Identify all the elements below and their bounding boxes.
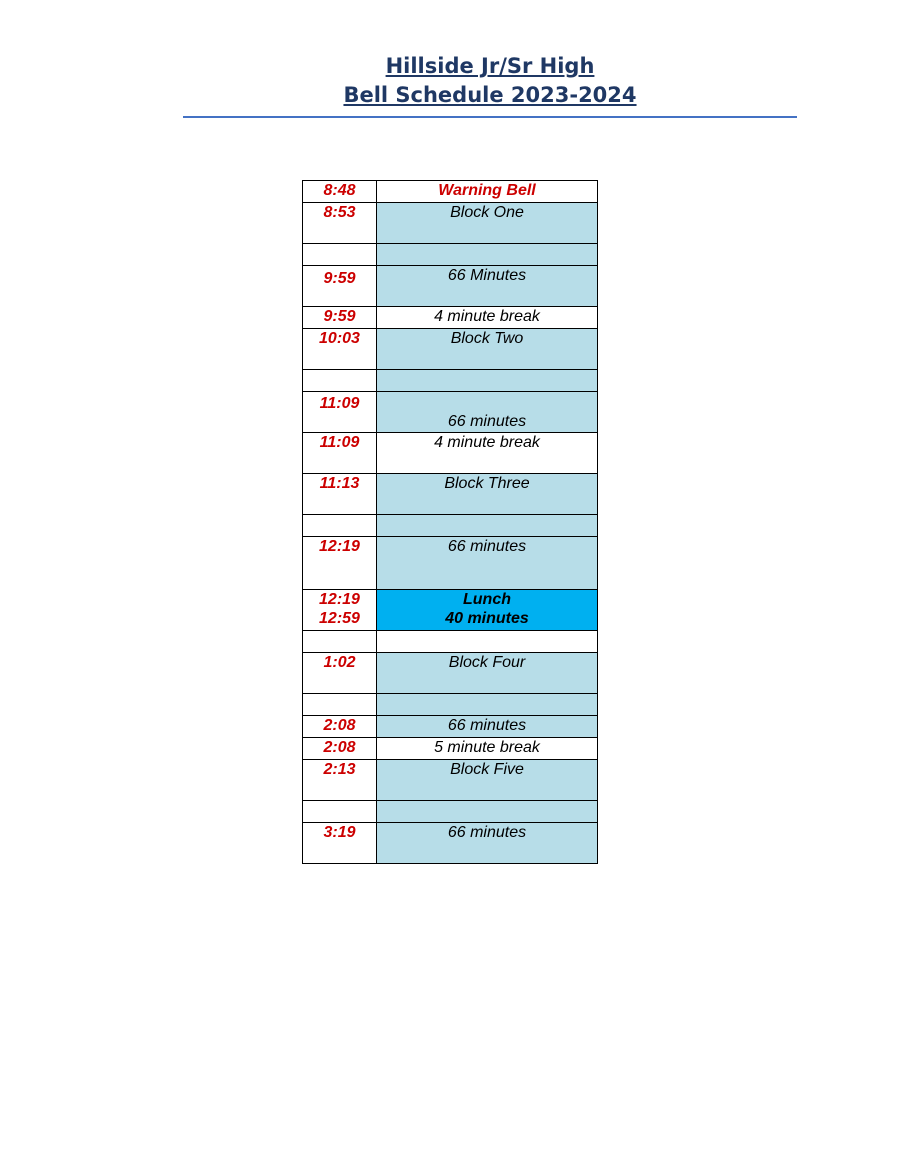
school-name: Hillside Jr/Sr High [385,54,595,78]
period-cell [377,515,598,537]
time-cell: 2:08 [303,738,377,760]
period-cell: Block Five [377,760,598,801]
table-row [303,244,598,266]
time-cell [303,801,377,823]
period-cell [377,244,598,266]
lunch-duration: 40 minutes [445,610,529,627]
table-row [303,329,598,370]
table-row [303,515,598,537]
time-cell: 12:19 [303,537,377,590]
table-row [303,694,598,716]
period-cell: Warning Bell [377,181,598,203]
time-cell: 8:53 [303,203,377,244]
table-row [303,433,598,474]
page-title [0,52,900,110]
time-cell: 11:09 [303,392,377,433]
period-cell: 66 minutes [377,716,598,738]
schedule-title: Bell Schedule 2023-2024 [343,83,637,107]
period-cell: 66 minutes [377,392,598,433]
bell-schedule-table [302,180,598,864]
time-cell: 8:48 [303,181,377,203]
lunch-end-time: 12:59 [319,610,360,627]
period-cell: Block One [377,203,598,244]
time-cell: 11:09 [303,433,377,474]
time-cell [303,370,377,392]
period-cell: 66 minutes [377,823,598,864]
period-cell: Block Four [377,653,598,694]
period-cell: Block Three [377,474,598,515]
table-row [303,801,598,823]
table-row [303,203,598,244]
time-cell: 9:59 [303,266,377,307]
time-cell [303,694,377,716]
period-cell: Block Two [377,329,598,370]
table-row [303,738,598,760]
period-cell: 66 minutes [377,537,598,590]
time-cell [303,515,377,537]
table-row [303,392,598,433]
time-cell: 9:59 [303,307,377,329]
table-row [303,653,598,694]
time-cell [303,244,377,266]
period-cell [377,590,598,631]
table-row [303,266,598,307]
period-cell [377,694,598,716]
table-row-lunch [303,590,598,631]
period-cell: 4 minute break [377,307,598,329]
time-cell: 3:19 [303,823,377,864]
lunch-start-time: 12:19 [319,591,360,608]
lunch-label: Lunch [463,591,511,608]
table-row [303,307,598,329]
table-row [303,181,598,203]
period-cell: 4 minute break [377,433,598,474]
period-cell [377,370,598,392]
period-cell [377,801,598,823]
time-cell: 2:08 [303,716,377,738]
table-row [303,537,598,590]
time-cell: 2:13 [303,760,377,801]
table-row [303,760,598,801]
time-cell: 1:02 [303,653,377,694]
table-row [303,716,598,738]
table-row [303,823,598,864]
period-cell [377,631,598,653]
time-cell: 10:03 [303,329,377,370]
table-row [303,474,598,515]
table-row [303,631,598,653]
time-cell: 11:13 [303,474,377,515]
time-cell [303,590,377,631]
period-cell: 5 minute break [377,738,598,760]
title-divider [183,116,797,118]
time-cell [303,631,377,653]
period-cell: 66 Minutes [377,266,598,307]
table-row [303,370,598,392]
